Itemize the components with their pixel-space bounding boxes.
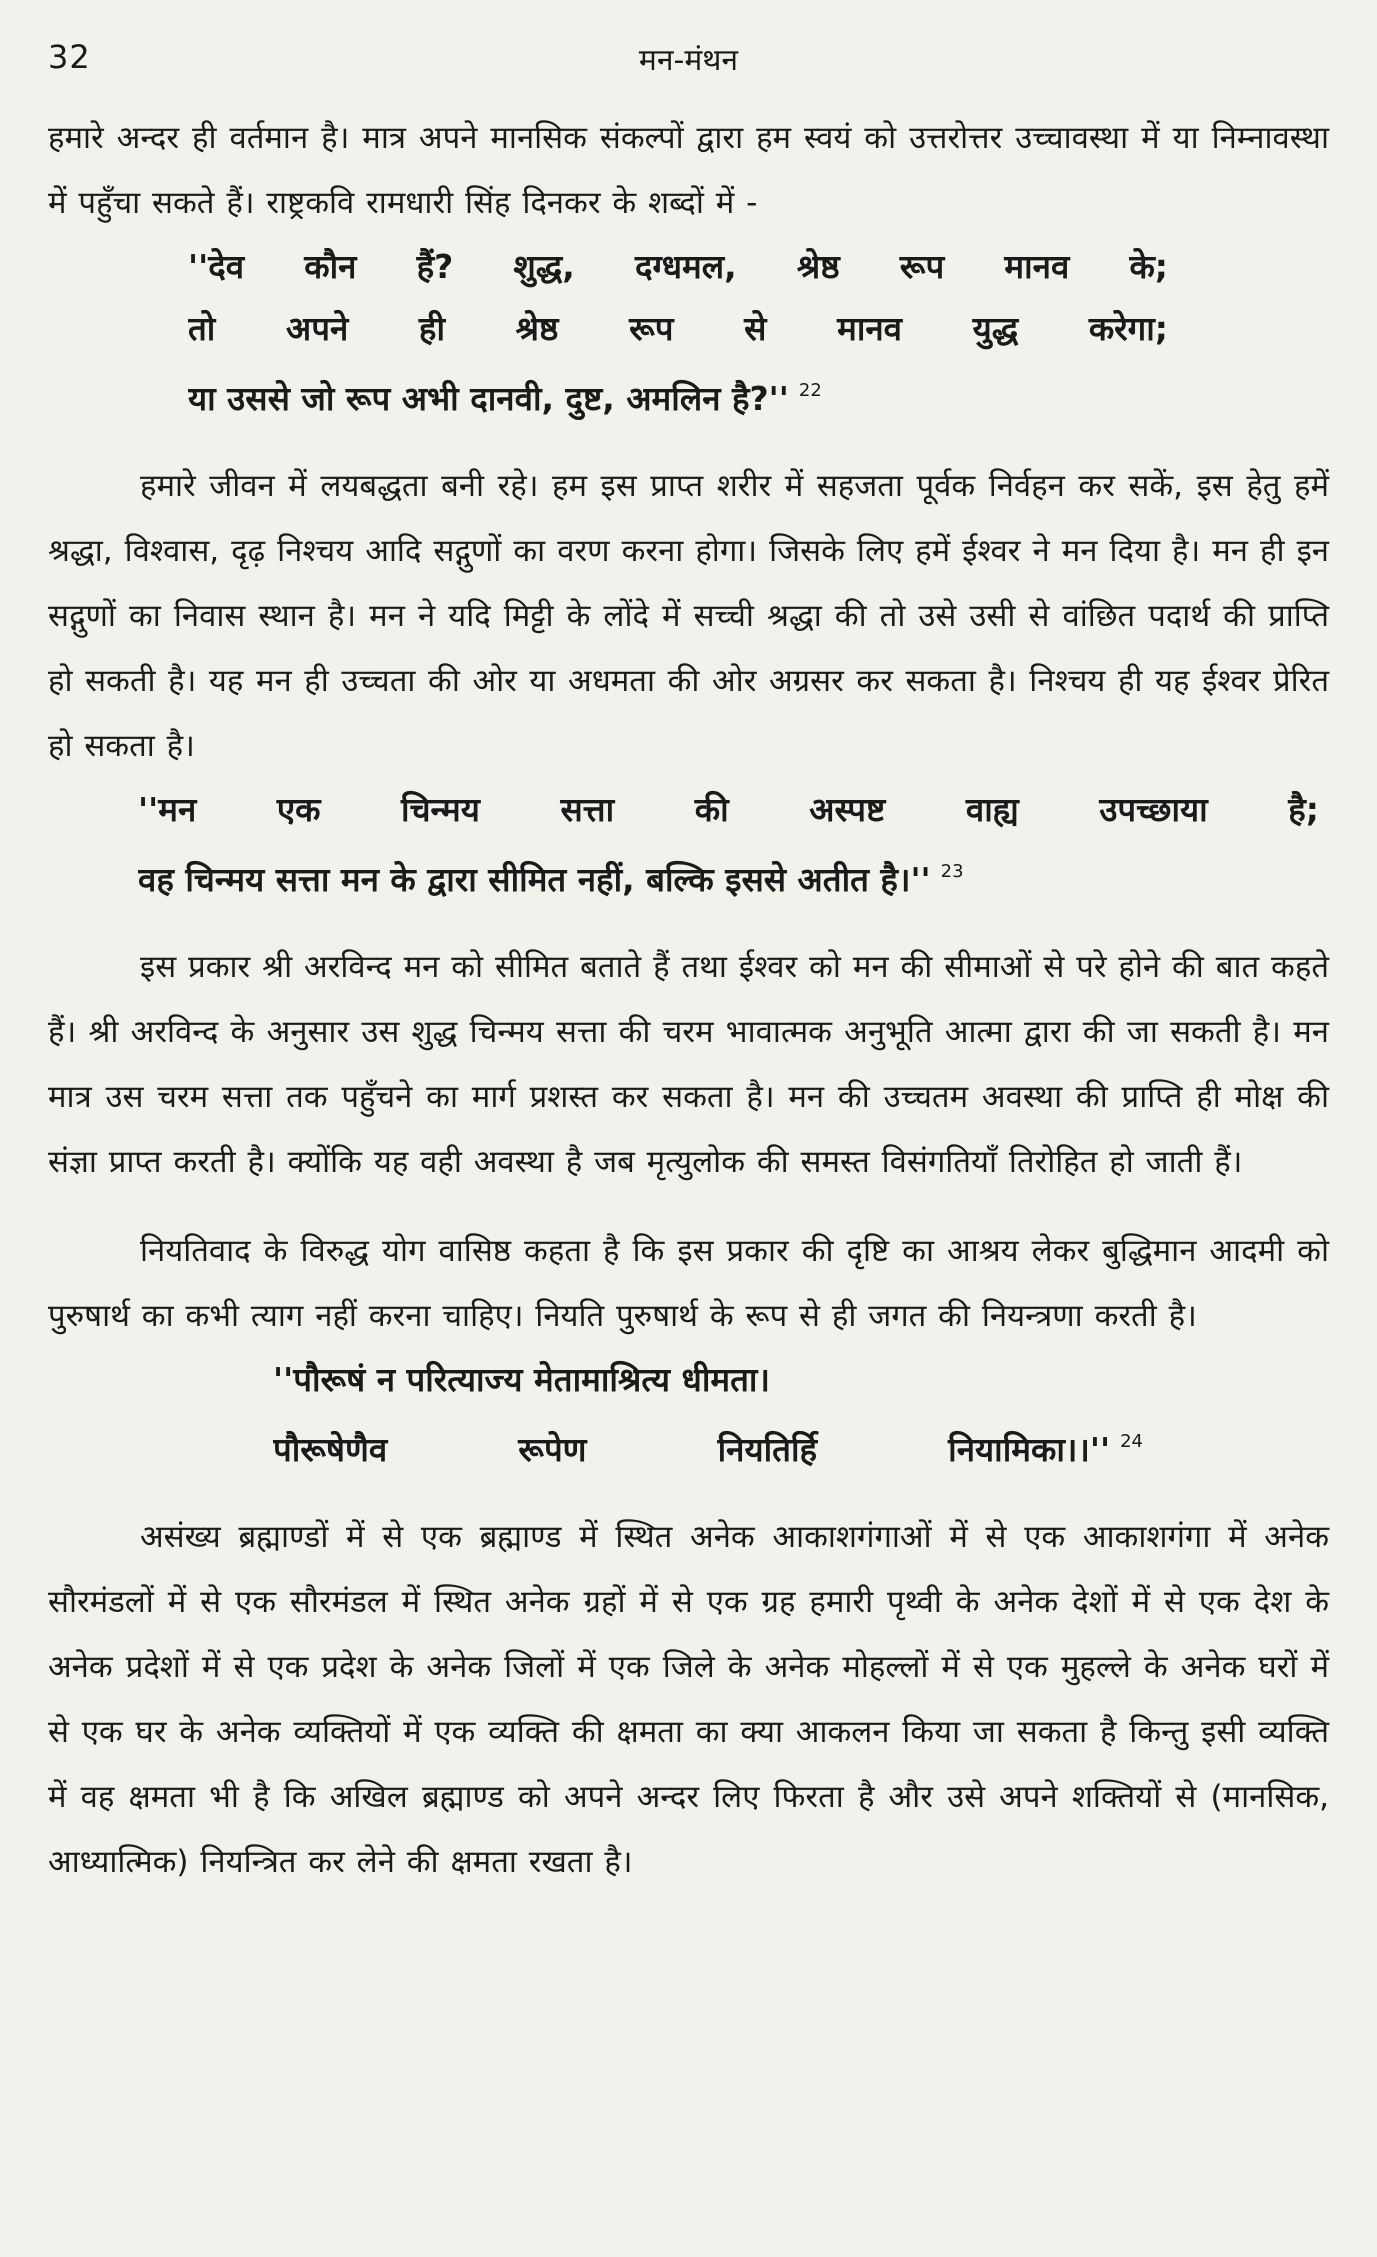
verse-line-last [188, 360, 1168, 430]
page-header [48, 38, 1329, 84]
paragraph-5: असंख्य ब्रह्माण्डों में से एक ब्रह्माण्ड में स्थित अनेक आकाशगंगाओं में से एक आकाशगंगा में अनेक सौरमंडलों में से एक सौरमंडल में स्थित अनेक ग्रहों में से एक ग्रह हमारी पृथ्वी के अनेक देशों में से एक देश के अनेक प्रदेशों में से एक प्रदेश के अनेक जिलों में एक जिले के अनेक मोहल्लों में से एक मुहल्ले के अनेक घरों में से एक घर के अनेक व्यक्तियों में एक व्यक्ति की क्षमता का क्या आकलन किया जा सकता है किन्तु इसी व्यक्ति में वह क्षमता भी है कि अखिल ब्रह्माण्ड को अपने अन्दर लिए फिरता है और उसे अपने शक्तियों से (मानसिक, आध्यात्मिक) नियन्त्रित कर लेने की क्षमता रखता है। [48, 1519, 1329, 1880]
running-head: मन-मंथन [638, 43, 739, 78]
verse-line: ''पौरूषं न परित्याज्य मेतामाश्रित्य धीमता। [273, 1360, 770, 1399]
verse-aurobindo [48, 779, 1329, 911]
verse-line-text: पौरूषेणैव रूपेण नियतिर्हि नियामिका।।'' [273, 1430, 1111, 1469]
paragraph-2: हमारे जीवन में लयबद्धता बनी रहे। हम इस प्राप्त शरीर में सहजता पूर्वक निर्वहन कर सकें, इस हेतु हमें श्रद्धा, विश्वास, दृढ़ निश्चय आदि सद्गुणों का वरण करना होगा। जिसके लिए हमें ईश्वर ने मन दिया है। मन ही इन सद्गुणों का निवास स्थान है। मन ने यदि मिट्टी के लोंदे में सच्ची श्रद्धा की तो उसे उसी से वांछित पदार्थ की प्राप्ति हो सकती है। यह मन ही उच्चता की ओर या अधमता की ओर अग्रसर कर सकता है। निश्चय ही यह ईश्वर प्रेरित हो सकता है। [48, 468, 1329, 764]
verse-line-text: या उससे जो रूप अभी दानवी, दुष्ट, अमलिन है?'' [188, 379, 789, 418]
verse-line-last [273, 1411, 1143, 1481]
verse-line: ''देव कौन हैं? शुद्ध, दग्धमल, श्रेष्ठ रूप मानव के; [188, 247, 1168, 286]
paragraph-3: इस प्रकार श्री अरविन्द मन को सीमित बताते हैं तथा ईश्वर को मन की सीमाओं से परे होने की बात कहते हैं। श्री अरविन्द के अनुसार उस शुद्ध चिन्मय सत्ता की चरम भावात्मक अनुभूति आत्मा द्वारा की जा सकती है। मन मात्र उस चरम सत्ता तक पहुँचने का मार्ग प्रशस्त कर सकता है। मन की उच्चतम अवस्था की प्राप्ति ही मोक्ष की संज्ञा प्राप्त करती है। क्योंकि यह वही अवस्था है जब मृत्युलोक की समस्त विसंगतियाँ तिरोहित हो जाती हैं। [48, 949, 1329, 1180]
verse-yoga-vasishtha [48, 1349, 1329, 1481]
verse-line: ''मन एक चिन्मय सत्ता की अस्पष्ट वाह्य उपच्छाया है; [138, 790, 1319, 829]
footnote-ref: 23 [940, 861, 964, 882]
verse-line: तो अपने ही श्रेष्ठ रूप से मानव युद्ध करेगा; [188, 309, 1168, 348]
page-number: 32 [48, 38, 91, 76]
paragraph-4: नियतिवाद के विरुद्ध योग वासिष्ठ कहता है कि इस प्रकार की दृष्टि का आश्रय लेकर बुद्धिमान आदमी को पुरुषार्थ का कभी त्याग नहीं करना चाहिए। नियति पुरुषार्थ के रूप से ही जगत की नियन्त्रणा करती है। [48, 1233, 1329, 1334]
paragraph-1: हमारे अन्दर ही वर्तमान है। मात्र अपने मानसिक संकल्पों द्वारा हम स्वयं को उत्तरोत्तर उच्चावस्था में या निम्नावस्था में पहुँचा सकते हैं। राष्ट्रकवि रामधारी सिंह दिनकर के शब्दों में - [48, 120, 1329, 221]
verse-dinkar [48, 236, 1329, 430]
verse-line-last [138, 841, 1319, 911]
verse-line-text: वह चिन्मय सत्ता मन के द्वारा सीमित नहीं, बल्कि इससे अतीत है।'' [138, 860, 931, 899]
footnote-ref: 24 [1120, 1431, 1143, 1452]
footnote-ref: 22 [798, 380, 822, 401]
